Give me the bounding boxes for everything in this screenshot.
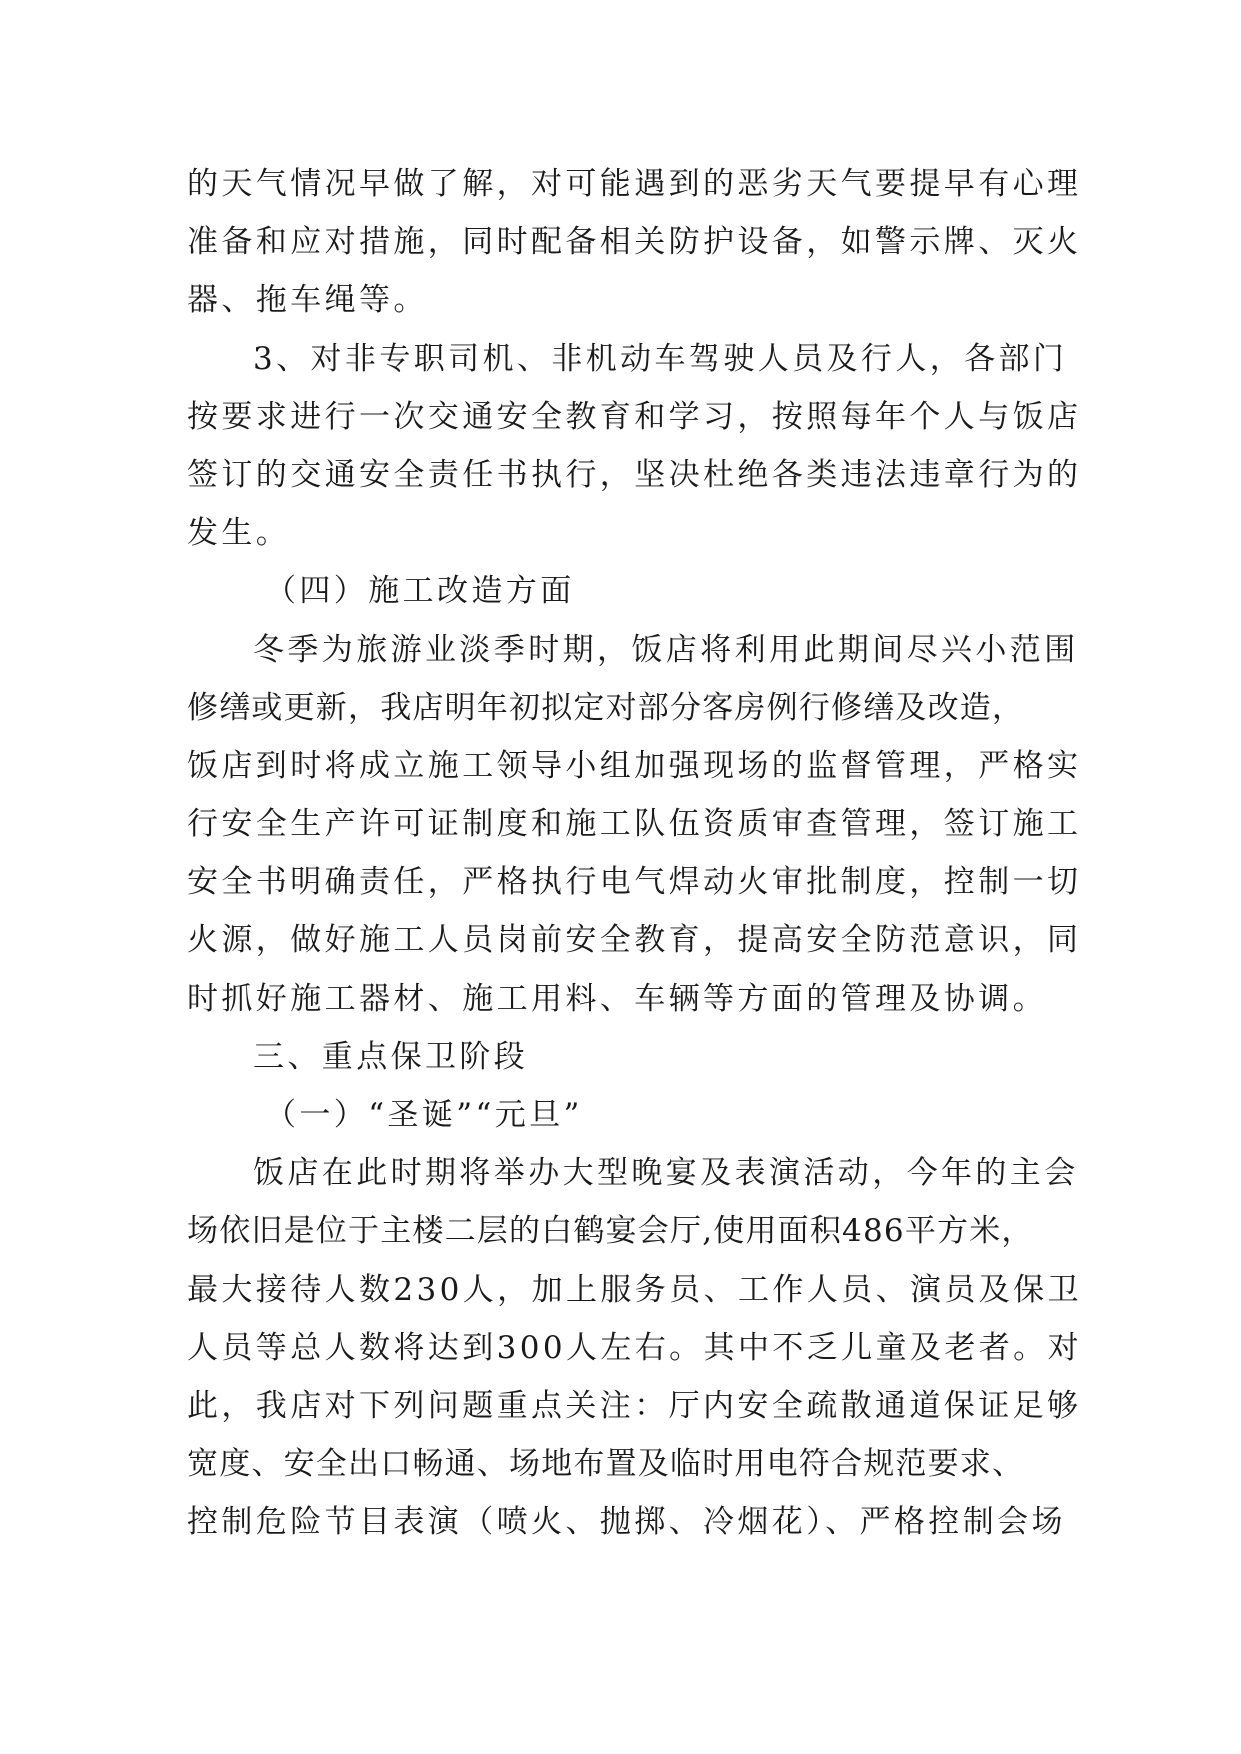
paragraph-line: 3、对非专职司机、非机动车驾驶人员及行人，各部门 — [253, 340, 1068, 377]
body-line: 行安全生产许可证制度和施工队伍资质审查管理，签订施工 — [187, 806, 1082, 843]
body-line: 场依旧是位于主楼二层的白鹤宴会厅,使用面积486平方米， — [187, 1213, 1034, 1250]
body-line: 发生。 — [187, 515, 291, 552]
body-line: 宽度、安全出口畅通、场地布置及临时用电符合规范要求、 — [187, 1446, 1025, 1483]
body-line: 时抓好施工器材、施工用料、车辆等方面的管理及协调。 — [187, 980, 1047, 1017]
section-heading: （四）施工改造方面 — [265, 573, 575, 610]
section-heading: 三、重点保卫阶段 — [253, 1038, 529, 1075]
body-line: 人员等总人数将达到300人左右。其中不乏儿童及老者。对 — [187, 1329, 1082, 1366]
body-line: 控制危险节目表演（喷火、抛掷、冷烟花）、严格控制会场 — [187, 1504, 1066, 1541]
subsection-heading: （一）“圣诞”“元旦” — [265, 1097, 583, 1133]
paragraph-line: 冬季为旅游业淡季时期，饭店将利用此期间尽兴小范围 — [253, 631, 1079, 668]
body-line: 饭店到时将成立施工领导小组加强现场的监督管理，严格实 — [187, 747, 1082, 784]
body-line: 火源，做好施工人员岗前安全教育，提高安全防范意识，同 — [187, 922, 1082, 959]
body-line: 器、拖车绳等。 — [187, 282, 428, 319]
body-line: 准备和应对措施，同时配备相关防护设备，如警示牌、灭火 — [187, 224, 1082, 261]
body-line: 此，我店对下列问题重点关注：厅内安全疏散通道保证足够 — [187, 1387, 1082, 1424]
body-line: 安全书明确责任，严格执行电气焊动火审批制度，控制一切 — [187, 864, 1082, 901]
body-line: 的天气情况早做了解，对可能遇到的恶劣天气要提早有心理 — [187, 166, 1082, 202]
paragraph-line: 饭店在此时期将举办大型晚宴及表演活动，今年的主会 — [253, 1155, 1079, 1192]
body-line: 按要求进行一次交通安全教育和学习，按照每年个人与饭店 — [187, 398, 1082, 435]
body-line: 最大接待人数230人，加上服务员、工作人员、演员及保卫 — [187, 1271, 1082, 1308]
body-line: 签订的交通安全责任书执行，坚决杜绝各类违法违章行为的 — [187, 456, 1082, 493]
document-body — [187, 155, 1082, 1552]
body-line: 修缮或更新，我店明年初拟定对部分客房例行修缮及改造， — [187, 689, 1025, 726]
